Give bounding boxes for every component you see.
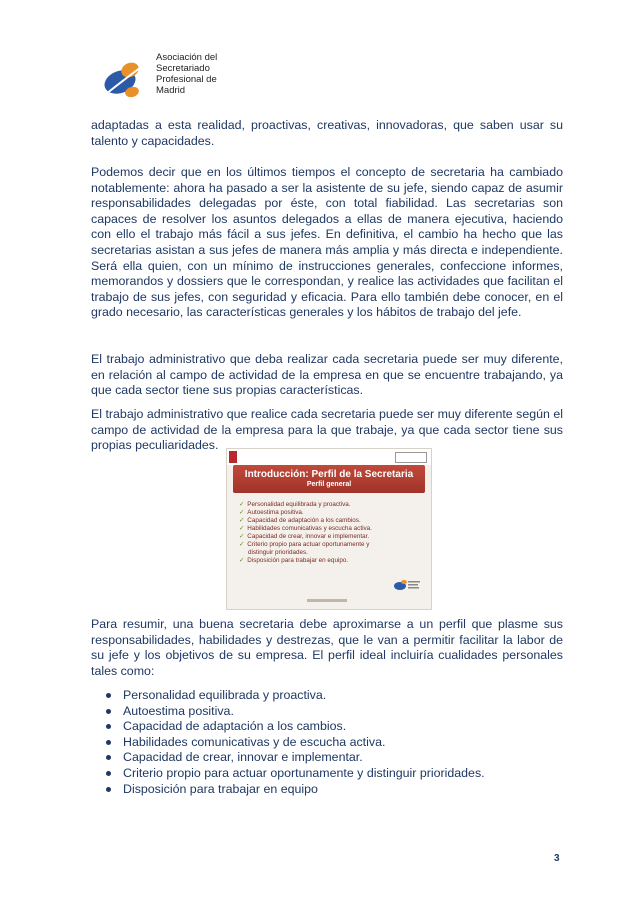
logo-line: Asociación del [156, 52, 218, 63]
bullet-icon [106, 693, 111, 698]
paragraph-intro-end: adaptadas a esta realidad, proactivas, creativas, innovadoras, que saben usar su talento y capacidades. [91, 118, 563, 148]
check-icon: ✓ [239, 501, 245, 508]
list-item: Disposición para trabajar en equipo [103, 782, 485, 798]
slide-institution-logo [395, 452, 427, 463]
paragraph-admin-work-1: El trabajo administrativo que deba realizar cada secretaria puede ser muy diferente, en relación al campo de actividad de la empresa en que se encuentre trabajando, ya que cada sector tiene sus propias características. [91, 352, 563, 398]
slide-footer-text [307, 599, 347, 602]
list-item: Personalidad equilibrada y proactiva. [103, 688, 485, 704]
bullet-icon [106, 709, 111, 714]
list-item: Capacidad de crear, innovar e implementar. [103, 750, 485, 766]
bullet-icon [106, 724, 111, 729]
paragraph-summary: Para resumir, una buena secretaria debe aproximarse a un perfil que plasme sus responsabilidades, habilidades y destrezas, que le van a permitir facilitar la labor de su jefe y los objetivos de su empresa. El perfil ideal incluiría cualidades personales tales como: [91, 617, 563, 678]
bullet-icon [106, 771, 111, 776]
association-logo [96, 48, 246, 108]
slide-header-strip [227, 449, 431, 465]
qualities-list [103, 688, 485, 797]
slide-list-item: ✓ Habilidades comunicativas y escucha activa. [239, 525, 372, 532]
paragraph-concept: Podemos decir que en los últimos tiempos el concepto de secretaria ha cambiado notablemente: ahora ha pasado a ser la asistente de su jefe, siendo capaz de asumir responsabilidades delegadas por éste, con total fiabilidad. Las secretarias son capaces de resolver los asuntos delegados a ellas de manera ejecutiva, haciendo con ello el trabajo más fácil a sus jefes. En definitiva, el cambio ha hecho que las secretarias asistan a sus jefes de manera más amplia y más directa e independiente. Será ella quien, con un mínimo de instrucciones generales, confeccione informes, memorandos y dossiers que le correspondan, y realice las actividades que facilitan el trabajo de sus jefes, con seguridad y eficacia. Para ello también debe conocer, en el grado necesario, las características generales y los hábitos de trabajo del jefe. [91, 165, 563, 320]
check-icon: ✓ [239, 517, 245, 524]
profile-slide-image [226, 448, 432, 610]
logo-line: Madrid [156, 85, 186, 96]
slide-banner [233, 465, 425, 493]
slide-list-item: ✓ Autoestima positiva. [239, 509, 304, 516]
paragraph-admin-work-2: El trabajo administrativo que realice cada secretaria puede ser muy diferente según el campo de actividad de la empresa para la que trabaje, ya que cada sector tiene sus propias peculiaridades. [91, 407, 563, 453]
slide-list-item: ✓ Capacidad de crear, innovar e implementar. [239, 533, 370, 540]
slide-list-item: ✓ Personalidad equilibrada y proactiva. [239, 501, 351, 508]
check-icon: ✓ [239, 533, 245, 540]
bullet-icon [106, 787, 111, 792]
slide-list-item-continuation: distinguir prioridades. [248, 549, 308, 556]
logo-text [156, 52, 217, 96]
slide-list [239, 501, 419, 565]
bullet-icon [106, 755, 111, 760]
page-number: 3 [554, 853, 560, 864]
logo-line: Profesional de [156, 74, 217, 85]
slide-list-item: ✓ Disposición para trabajar en equipo. [239, 557, 349, 564]
list-item: Capacidad de adaptación a los cambios. [103, 719, 485, 735]
bullet-icon [106, 740, 111, 745]
slide-subtitle: Perfil general [306, 481, 352, 488]
slide-red-mark [229, 451, 237, 463]
list-item: Criterio propio para actuar oportunamente y distinguir prioridades. [103, 766, 485, 782]
list-item: Autoestima positiva. [103, 704, 485, 720]
check-icon: ✓ [239, 525, 245, 532]
check-icon: ✓ [239, 557, 245, 564]
check-icon: ✓ [239, 541, 245, 548]
check-icon: ✓ [239, 509, 245, 516]
slide-association-logo-icon [393, 577, 421, 593]
slide-title: Introducción: Perfil de la Secretaria [244, 469, 414, 480]
list-item: Habilidades comunicativas y de escucha activa. [103, 735, 485, 751]
logo-mark-icon [96, 48, 156, 108]
slide-list-item: ✓ Capacidad de adaptación a los cambios. [239, 517, 361, 524]
logo-line: Secretariado [156, 63, 210, 74]
slide-list-item: ✓ Criterio propio para actuar oportunamente y [239, 541, 370, 548]
